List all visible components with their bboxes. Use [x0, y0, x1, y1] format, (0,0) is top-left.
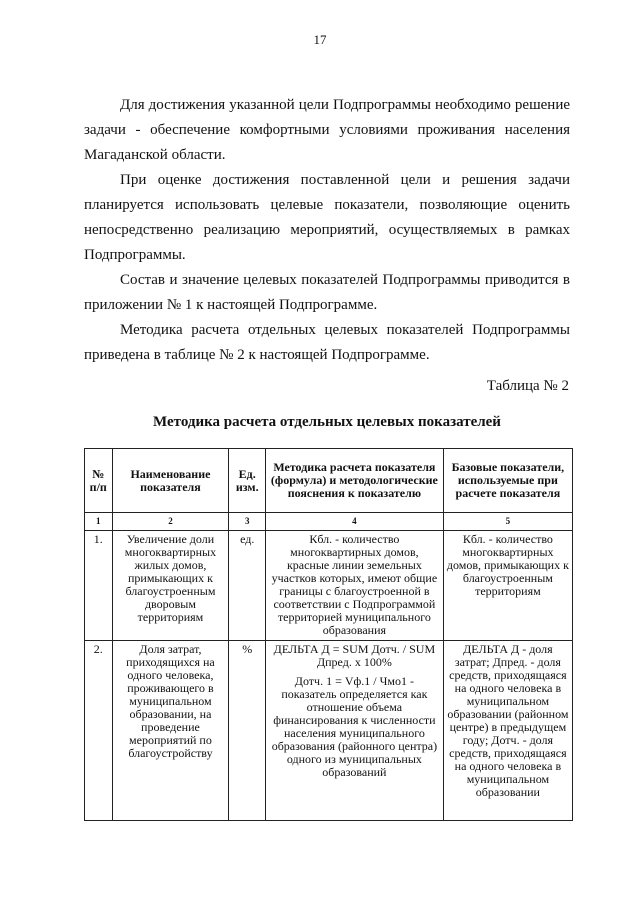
header-method: Методика расчета показателя (формула) и методологические пояснения к показателю: [266, 449, 444, 513]
table-label: Таблица № 2: [486, 378, 569, 394]
method-formula: ДЕЛЬТА Д = SUM Дотч. / SUM Дпред. х 100%: [273, 642, 436, 669]
column-number-row: [85, 513, 573, 531]
row-name: Увеличение доли многоквартирных жилых домов, примыкающих к благоустроенным дворовым территориям: [112, 531, 229, 641]
paragraph-goal: Для достижения указанной цели Подпрограммы необходимо решение задачи - обеспечение комфортными условиями проживания населения Магаданской области.: [84, 97, 570, 163]
column-number: 1: [85, 513, 113, 531]
row-number: 1.: [85, 531, 113, 641]
table-title: Методика расчета отдельных целевых показателей: [153, 414, 501, 430]
table-row: [85, 641, 573, 821]
header-name: Наименование показателя: [112, 449, 229, 513]
paragraph-appendix: Состав и значение целевых показателей Подпрограммы приводится в приложении № 1 к настоящей Подпрограмме.: [84, 272, 570, 313]
row-unit: %: [229, 641, 266, 821]
row-number: 2.: [85, 641, 113, 821]
method-explanation: Дотч. 1 = Vф.1 / Чмо1 - показатель определяется как отношение объема финансирования к численности населения муниципального образования (районного центра) одного из муниципальных образований: [271, 674, 438, 779]
header-base: Базовые показатели, используемые при расчете показателя: [443, 449, 572, 513]
row-base: ДЕЛЬТА Д - доля затрат; Дпред. - доля средств, приходящаяся на одного человека в муниципальном образовании (районном центре) в предыдущем году; Дотч. - доля средств, приходящаяся на одного человека в муниципальном образовании: [443, 641, 572, 821]
paragraph-indicators: При оценке достижения поставленной цели и решения задачи планируется использовать целевые показатели, позволяющие оценить непосредственно реализацию мероприятий, осуществляемых в рамках Подпрограммы.: [84, 172, 570, 263]
header-unit: Ед. изм.: [229, 449, 266, 513]
column-number: 4: [266, 513, 444, 531]
column-number: 2: [112, 513, 229, 531]
header-number: № п/п: [85, 449, 113, 513]
row-method: [266, 641, 444, 821]
row-base: Кбл. - количество многоквартирных домов, примыкающих к благоустроенным территориям: [443, 531, 572, 641]
column-number: 3: [229, 513, 266, 531]
row-name: Доля затрат, приходящихся на одного человека, проживающего в муниципальном образовании, на проведение мероприятий по благоустройству: [112, 641, 229, 821]
paragraph-method-ref: Методика расчета отдельных целевых показателей Подпрограммы приведена в таблице № 2 к настоящей Подпрограмме.: [84, 322, 570, 363]
page-number: 17: [313, 32, 327, 47]
row-method: Кбл. - количество многоквартирных домов, красные линии земельных участков которых, имеют общие границы с благоустроенной в соответствии с Подпрограммой территорией муниципального образования: [266, 531, 444, 641]
method-table: [84, 448, 573, 821]
row-unit: ед.: [229, 531, 266, 641]
column-number: 5: [443, 513, 572, 531]
table-header-row: [85, 449, 573, 513]
table-row: [85, 531, 573, 641]
